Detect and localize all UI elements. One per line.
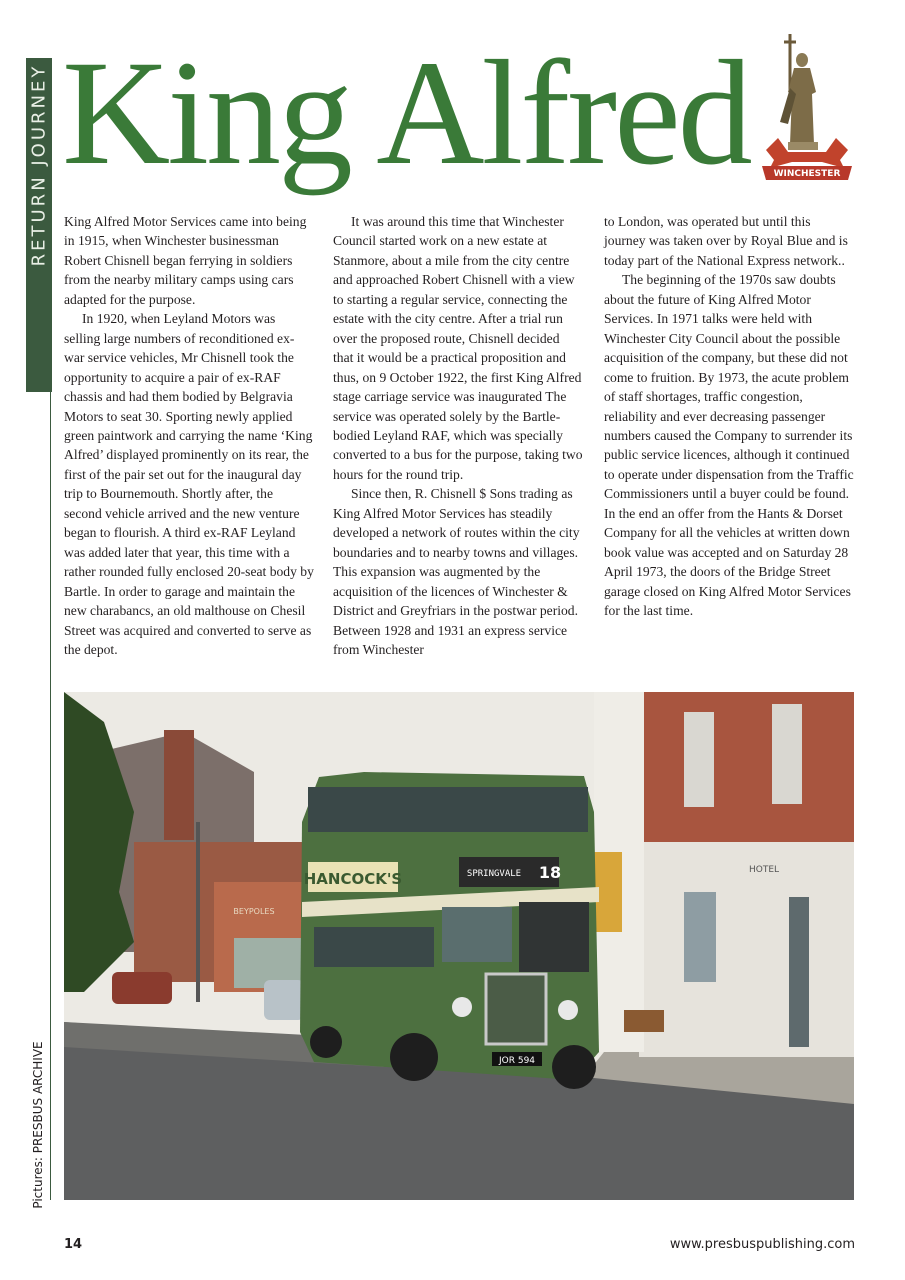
emblem-text: WINCHESTER (773, 169, 841, 179)
winchester-emblem (760, 32, 854, 182)
side-rule (50, 392, 51, 1200)
paragraph: The beginning of the 1970s saw doubts about the future of King Alfred Motor Services. In 1971 talks were held with Winchester City Council about the possible acquisition of the company, but these did not come to fruition. By 1973, the acute problem of staff shortages, traffic congestion, reliability and ever decreasing passenger numbers caused the Company to surrender its public service licences, although it continued to operate under dispensation from the Traffic Commissioners until a buyer could be found. In the end an offer from the Hants & Dorset Company for all the vehicles at written down book value was accepted and on Saturday 28 April 1973, the doors of the Bridge Street garage closed on King Alfred Motor Services for the last time. (604, 272, 854, 619)
section-tab-label: RETURN JOURNEY (28, 63, 50, 267)
bus-route-number: 18 (538, 863, 562, 882)
shop-sign: BEYPOLES (233, 907, 275, 916)
paragraph: to London, was operated but until this journey was taken over by Royal Blue and is today part of the National Express network.. (604, 214, 848, 268)
text-column-1 (64, 212, 314, 659)
text-column-2 (333, 212, 583, 659)
photo-credit: Pictures: PRESBUS ARCHIVE (31, 1041, 45, 1209)
hotel-sign: HOTEL (748, 865, 780, 875)
page-title: King Alfred (62, 30, 750, 196)
paragraph: Since then, R. Chisnell $ Sons trading as King Alfred Motor Services has steadily developed a network of routes within the city boundaries and to nearby towns and villages. This expansion was augmented by the acquisition of the licences of Winchester & District and Greyfriars in the postwar period. Between 1928 and 1931 an express service from Winchester (333, 486, 580, 657)
website-url: www.presbuspublishing.com (669, 1237, 855, 1252)
text-column-3 (604, 212, 854, 621)
bus-destination: SPRINGVALE (466, 869, 522, 879)
bus-photo (64, 692, 854, 1200)
page-number: 14 (64, 1237, 83, 1252)
paragraph: In 1920, when Leyland Motors was selling large numbers of reconditioned ex-war service vehicles, Mr Chisnell took the opportunity to acquire a pair of ex-RAF chassis and had them bodied by Belgravia Motors to seat 30. Sporting newly applied green paintwork and carrying the name ‘King Alfred’ displayed prominently on its rear, the first of the pair set out for the inaugural day trip to Bournemouth. Shortly after, the second vehicle arrived and the new venture began to flourish. A third ex-RAF Leyland was added later that year, this time with a rather rounded fully enclosed 20-seat body by Bartle. In order to garage and maintain the new charabancs, an old malthouse on Chesil Street was acquired and converted to serve as the depot. (64, 311, 314, 657)
bus-registration: JOR 594 (498, 1056, 536, 1066)
paragraph: King Alfred Motor Services came into being in 1915, when Winchester businessman Robert Chisnell began ferrying in soldiers from the nearby military camps using cars adapted for the purpose. (64, 214, 307, 307)
paragraph: It was around this time that Winchester Council started work on a new estate at Stanmore, about a mile from the city centre and approached Robert Chisnell with a view to starting a regular service, connecting the estate with the city centre. After a trial run over the proposed route, Chisnell decided that it would be a practical proposition and thus, on 9 October 1922, the first King Alfred stage carriage service was inaugurated The service was operated solely by the Bartle-bodied Leyland RAF, which was specially converted to a bus for the purpose, taking two hours for the round trip. (333, 214, 583, 482)
bus-advert: HANCOCK'S (303, 870, 403, 888)
